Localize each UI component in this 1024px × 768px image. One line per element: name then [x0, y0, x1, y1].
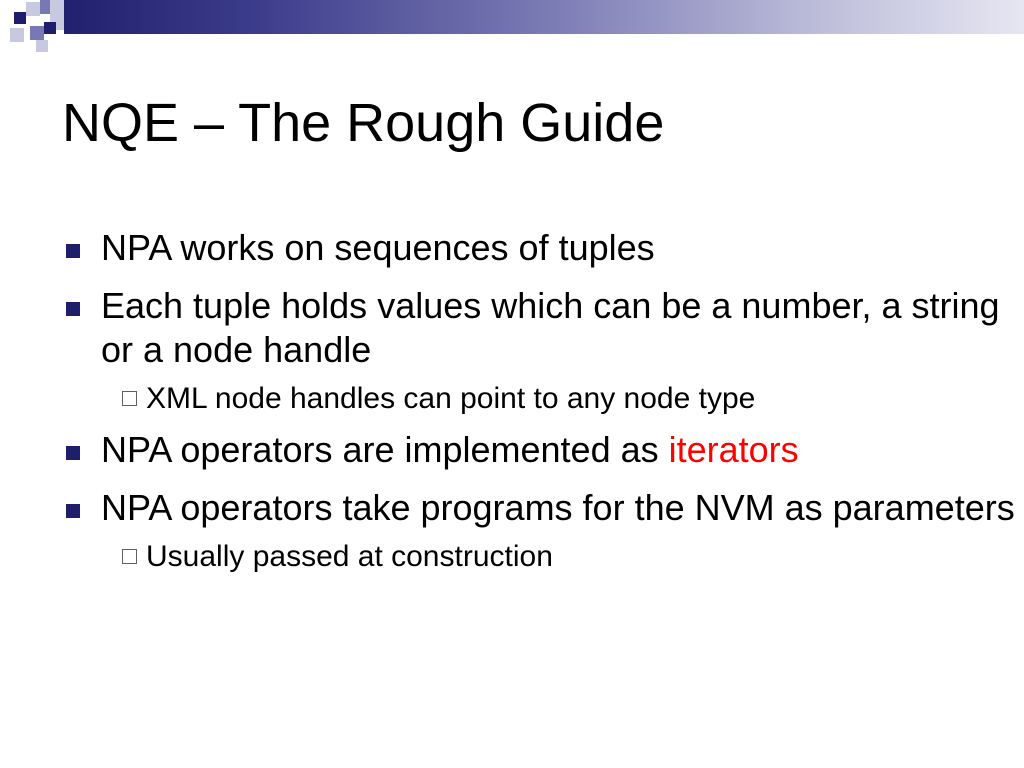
sub-bullet-text: Usually passed at construction: [146, 540, 553, 573]
square-bullet-icon: [66, 302, 80, 316]
highlighted-term: iterators: [668, 429, 799, 470]
decor-square: [30, 26, 44, 40]
decor-square: [10, 28, 24, 42]
sub-bullet-item: [0, 538, 1024, 576]
bullet-text: NPA operators are implemented as: [101, 429, 669, 470]
square-bullet-icon: [66, 504, 80, 518]
decor-square: [26, 2, 40, 16]
bullet-item: [0, 226, 1024, 270]
bullet-item: [0, 428, 1024, 472]
bullet-text: Each tuple holds values which can be a number, a string or a node handle: [101, 285, 1000, 370]
decor-square: [14, 12, 26, 24]
hollow-square-bullet-icon: [122, 549, 137, 564]
sub-bullet-item: [0, 380, 1024, 418]
bullet-list: [0, 226, 1024, 576]
header-gradient-bar: [64, 0, 1024, 34]
bullet-item: [0, 486, 1024, 530]
decor-square: [36, 40, 48, 52]
decor-square: [44, 22, 56, 34]
bullet-text: NPA operators take programs for the NVM as parameters: [101, 487, 1015, 528]
bullet-item: [0, 284, 1024, 372]
square-bullet-icon: [66, 446, 80, 460]
bullet-text: NPA works on sequences of tuples: [101, 227, 655, 268]
slide-title: NQE – The Rough Guide: [62, 93, 665, 153]
square-bullet-icon: [66, 244, 80, 258]
sub-bullet-text: XML node handles can point to any node type: [146, 382, 756, 415]
hollow-square-bullet-icon: [122, 391, 137, 406]
